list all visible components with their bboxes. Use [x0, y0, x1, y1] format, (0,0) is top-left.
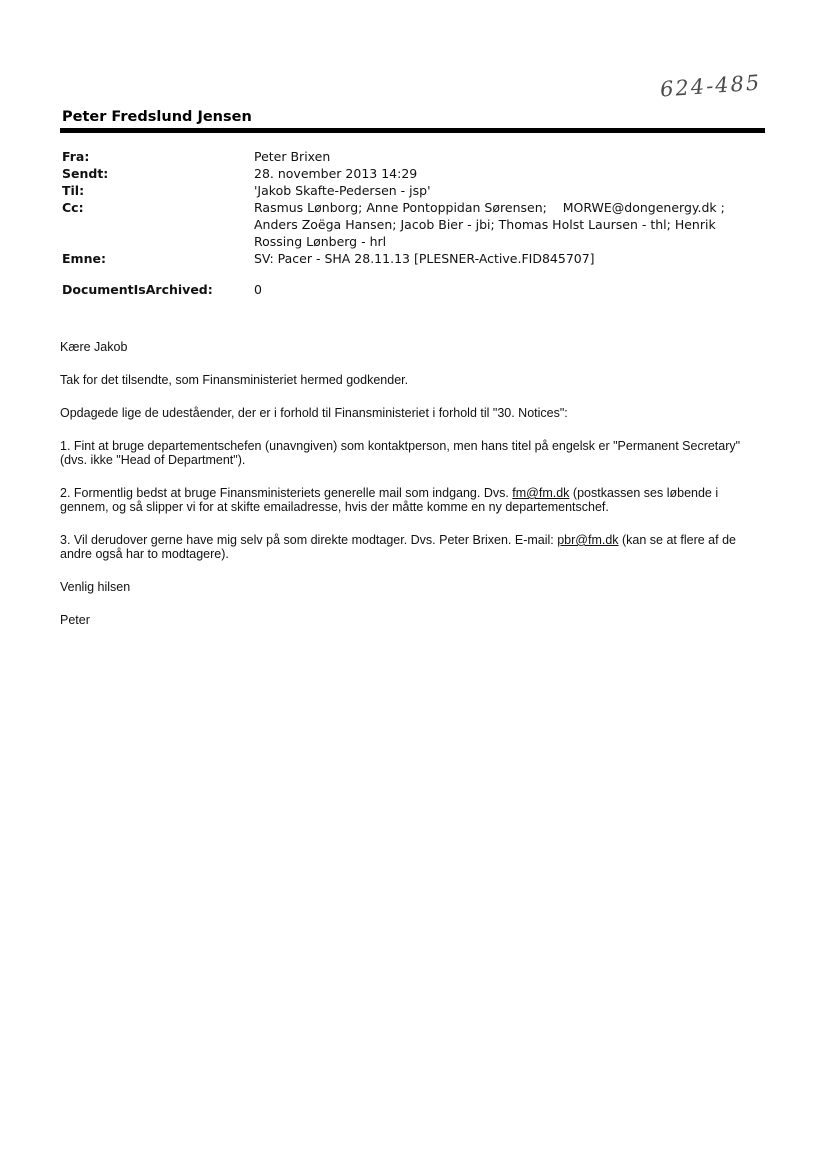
cc-row [62, 199, 762, 250]
point-3-text-end: (kan se at flere af de andre også har to modtagere). [60, 533, 736, 561]
sent-value: 28. november 2013 14:29 [254, 166, 418, 181]
from-row [62, 148, 762, 165]
sent-label: Sendt: [62, 166, 109, 181]
closing: Venlig hilsen [60, 580, 131, 594]
header-divider [60, 128, 765, 133]
point-2-text-start: 2. Formentlig bedst at bruge Finansministeriets generelle mail som indgang. Dvs. [60, 486, 513, 500]
archived-value: 0 [254, 282, 262, 297]
to-value: 'Jakob Skafte-Pedersen - jsp' [254, 183, 431, 198]
from-label: Fra: [62, 149, 90, 164]
signature: Peter [60, 613, 90, 627]
fm-email-link[interactable]: fm@fm.dk [512, 486, 570, 500]
cc-label: Cc: [62, 200, 84, 215]
email-header [62, 148, 762, 298]
subject-row [62, 250, 762, 267]
pbr-email-link[interactable]: pbr@fm.dk [557, 533, 619, 547]
paragraph-point-2 [60, 486, 765, 514]
handwritten-page-number: 624-485 [659, 70, 762, 102]
email-body [60, 340, 765, 646]
cc-value: Rasmus Lønborg; Anne Pontoppidan Sørensen; MORWE@dongenergy.dk ; Anders Zoëga Hansen; Jacob Bier - jbi; Thomas Holst Laursen - thl; Henrik Rossing Lønberg - hrl [254, 200, 729, 249]
paragraph-approval: Tak for det tilsendte, som Finansministeriet hermed godkender. [60, 373, 409, 387]
greeting: Kære Jakob [60, 340, 128, 354]
paragraph-notices-intro: Opdagede lige de udeståender, der er i forhold til Finansministeriet i forhold til "30. Notices": [60, 406, 568, 420]
to-row [62, 182, 762, 199]
mailbox-owner-name: Peter Fredslund Jensen [62, 109, 252, 125]
subject-value: SV: Pacer - SHA 28.11.13 [PLESNER-Active.FID845707] [254, 251, 595, 266]
point-2-text-end: (postkassen ses løbende i gennem, og så slipper vi for at skifte emailadresse, hvis der måtte komme en ny departementschef. [60, 486, 719, 514]
paragraph-point-1: 1. Fint at bruge departementschefen (unavngiven) som kontaktperson, men hans titel på engelsk er "Permanent Secretary" (dvs. ikke "Head of Department"). [60, 439, 741, 467]
to-label: Til: [62, 183, 85, 198]
paragraph-point-3 [60, 533, 765, 561]
archived-row [62, 281, 762, 298]
point-3-text-start: 3. Vil derudover gerne have mig selv på som direkte modtager. Dvs. Peter Brixen. E-mail: [60, 533, 558, 547]
from-value: Peter Brixen [254, 149, 331, 164]
subject-label: Emne: [62, 251, 106, 266]
sent-row [62, 165, 762, 182]
archived-label: DocumentIsArchived: [62, 282, 213, 297]
